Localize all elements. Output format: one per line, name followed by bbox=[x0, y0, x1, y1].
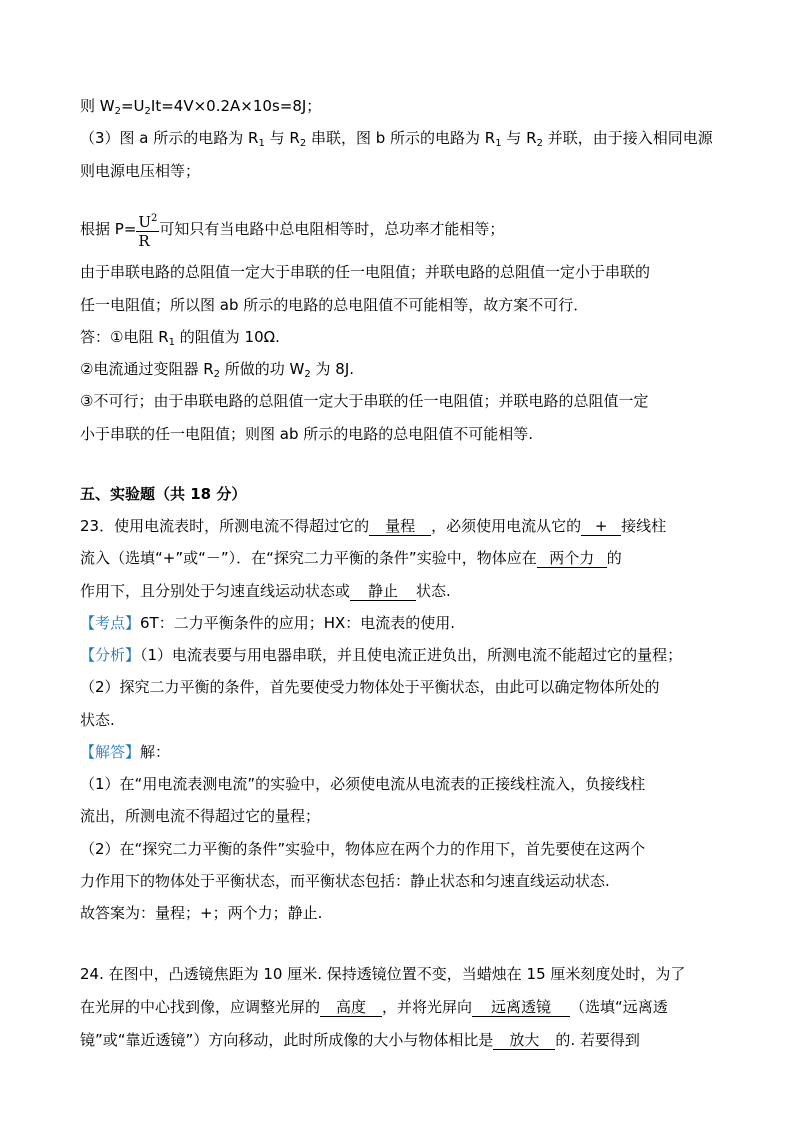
answer-blank: 高度 bbox=[320, 998, 382, 1017]
jieda-line: 【解答】解： bbox=[80, 743, 171, 761]
power-fraction: $\frac{U^2}{R}$ bbox=[136, 210, 159, 250]
question-23-line: 作用下，且分别处于匀速直线运动状态或 静止 状态. bbox=[80, 582, 451, 600]
text-line: 答：①电阻 $R_1$ 的阻值为 10Ω. bbox=[80, 328, 280, 348]
answer-blank: 两个力 bbox=[537, 549, 607, 568]
text-line: （2）在“探究二力平衡的条件”实验中，物体应在两个力的作用下，首先要使在这两个 bbox=[80, 840, 646, 858]
text-line: ②电流通过变阻器 $R_2$ 所做的功 $W_2$ 为 8J. bbox=[80, 360, 355, 380]
text-line: 任一电阻值；所以图 ab 所示的电路的总电阻值不可能相等，故方案不可行． bbox=[80, 296, 589, 314]
question-23-line: 23．使用电流表时，所测电流不得超过它的 量程 ，必须使用电流从它的 + 接线柱 bbox=[80, 517, 667, 535]
kaodian-tag: 【考点】 bbox=[80, 614, 141, 632]
text-line: （1）在“用电流表测电流”的实验中，必须使电流从电流表的正接线柱流入，负接线柱 bbox=[80, 775, 646, 793]
question-24-line: 镜”或“靠近透镜”）方向移动，此时所成像的大小与物体相比是 放大 的. 若要得到 bbox=[80, 1031, 640, 1049]
question-23-line: 流入（选填“+”或“－”）．在“探究二力平衡的条件”实验中，物体应在 两个力 的 bbox=[80, 549, 622, 567]
text-line: （2）探究二力平衡的条件，首先要使受力物体处于平衡状态，由此可以确定物体所处的 bbox=[80, 678, 660, 696]
text-line: 由于串联电路的总阻值一定大于串联的任一电阻值；并联电路的总阻值一定小于串联的 bbox=[80, 263, 651, 281]
fenxi-tag: 【分析】 bbox=[80, 646, 141, 664]
answer-blank: 远离透镜 bbox=[472, 998, 570, 1017]
text-line: 状态. bbox=[80, 711, 115, 729]
text-line: （3）图 a 所示的电路为 $R_1$ 与 $R_2$ 串联，图 b 所示的电路为 $R_1$ 与 $R_2$ 并联，由于接入相同电源 bbox=[80, 129, 713, 149]
answer-blank: + bbox=[581, 517, 621, 536]
answer-line: 故答案为：量程；+；两个力；静止. bbox=[80, 904, 323, 922]
kaodian-line: 【考点】6T：二力平衡条件的应用；HX：电流表的使用. bbox=[80, 614, 456, 632]
jieda-tag: 【解答】 bbox=[80, 743, 141, 761]
answer-blank: 放大 bbox=[493, 1031, 555, 1050]
text-line: 流出，所测电流不得超过它的量程； bbox=[80, 807, 321, 825]
answer-blank: 静止 bbox=[350, 582, 416, 601]
text-line: 则电源电压相等； bbox=[80, 162, 201, 180]
question-24-line: 在光屏的中心找到像，应调整光屏的 高度 ，并将光屏向 远离透镜 （选填“远离透 bbox=[80, 998, 668, 1016]
text-line: 力作用下的物体处于平衡状态，而平衡状态包括：静止状态和匀速直线运动状态. bbox=[80, 872, 610, 890]
question-24-line: 24. 在图中，凸透镜焦距为 10 厘米. 保持透镜位置不变，当蜡烛在 15 厘米刻度处时，为了 bbox=[80, 965, 686, 983]
text-line: 则 $W_2=U_2It=4V\times 0.2A\times 10s=8J$； bbox=[80, 97, 322, 117]
text-line: ③不可行；由于串联电路的总阻值一定大于串联的任一电阻值；并联电路的总阻值一定 bbox=[80, 392, 649, 410]
fenxi-line: 【分析】（1）电流表要与用电器串联，并且使电流正进负出，所测电流不能超过它的量程； bbox=[80, 646, 683, 664]
answer-blank: 量程 bbox=[369, 517, 431, 536]
text-line: 小于串联的任一电阻值；则图 ab 所示的电路的总电阻值不可能相等. bbox=[80, 425, 534, 443]
section-title: 五、实验题（共 18 分） bbox=[80, 485, 247, 503]
formula-line: 根据 P= $\frac{U^2}{R}$ 可知只有当电路中总电阻相等时，总功率才能相等； bbox=[80, 210, 504, 250]
